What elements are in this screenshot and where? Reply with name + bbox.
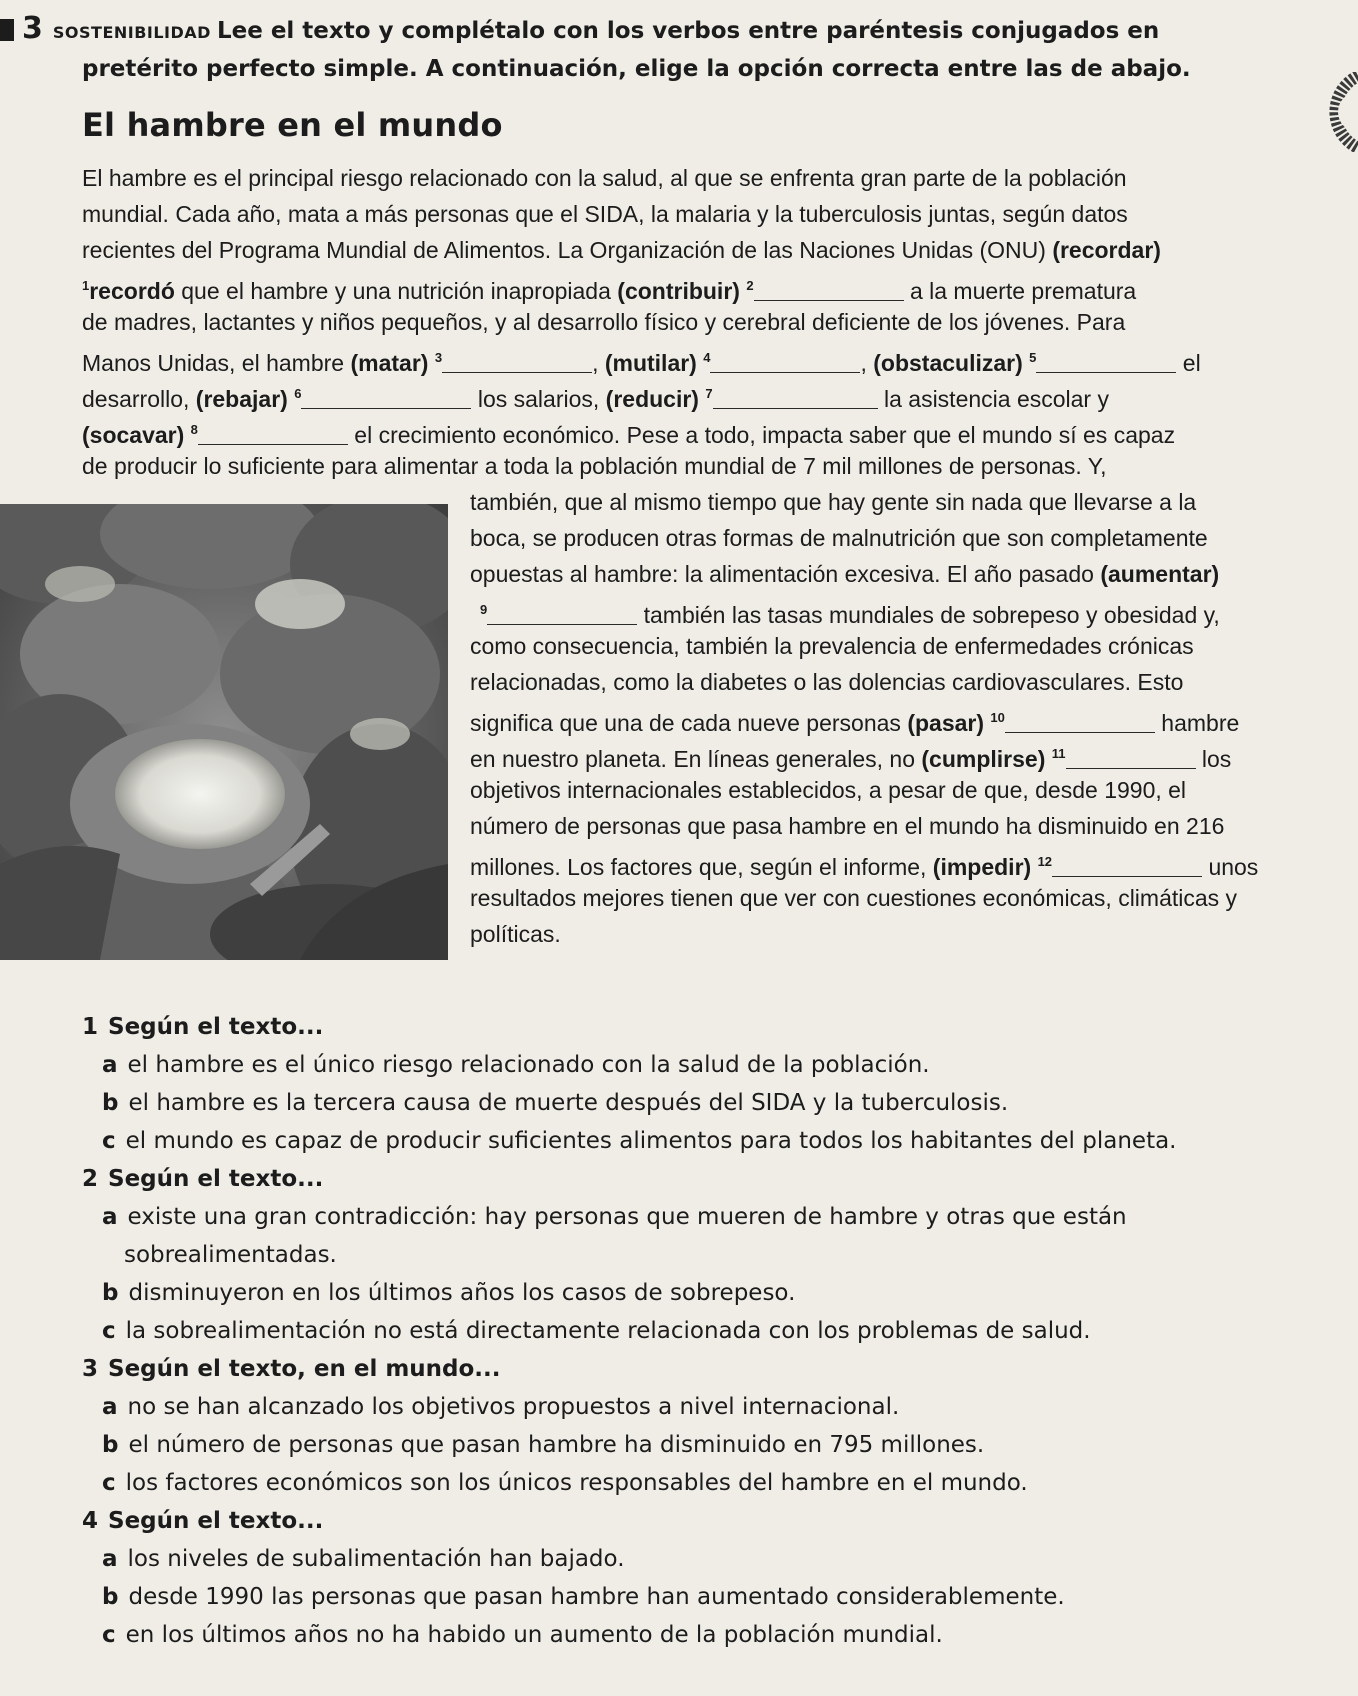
- question-heading: 4 Según el texto...: [82, 1508, 324, 1534]
- verb-prompt: (reducir): [605, 386, 699, 412]
- verb-prompt: (rebajar): [195, 386, 288, 412]
- exercise-instruction-line-1: Lee el texto y complétalo con los verbos entre paréntesis conjugados en: [216, 18, 1160, 44]
- answer-blank[interactable]: [1036, 350, 1176, 373]
- answer-blank[interactable]: [710, 350, 860, 373]
- answer-option[interactable]: c la sobrealimentación no está directamente relacionada con los problemas de salud.: [102, 1318, 1091, 1344]
- article-line: mundial. Cada año, mata a más personas que el SIDA, la malaria y la tuberculosis juntas, según datos: [82, 201, 1128, 227]
- exercise-instruction-line-2: pretérito perfecto simple. A continuación, elige la opción correcta entre las de abajo.: [82, 56, 1191, 82]
- article-line: desarrollo, (rebajar) $^6$ los salarios, (reducir) $^7$ la asistencia escolar y: [82, 386, 1109, 412]
- answer-option[interactable]: b el número de personas que pasan hambre ha disminuido en 795 millones.: [102, 1432, 985, 1458]
- article-line: también, que al mismo tiempo que hay gente sin nada que llevarse a la: [470, 489, 1197, 515]
- article-line: $^1$recordó que el hambre y una nutrición inapropiada (contribuir) $^2$ a la muerte prematura: [82, 278, 1137, 304]
- verb-prompt: (impedir): [932, 854, 1032, 880]
- article-line: recientes del Programa Mundial de Alimentos. La Organización de las Naciones Unidas (ONU) (recordar): [82, 237, 1161, 263]
- answer-option[interactable]: a el hambre es el único riesgo relacionado con la salud de la población.: [102, 1052, 930, 1078]
- answer-option[interactable]: a los niveles de subalimentación han bajado.: [102, 1546, 625, 1572]
- answer-blank[interactable]: [754, 278, 904, 301]
- article-line: significa que una de cada nueve personas (pasar) $^{10}$ hambre: [470, 710, 1240, 736]
- gap-number: 8: [190, 422, 198, 437]
- gap-number: 7: [705, 386, 713, 401]
- gap-number: 12: [1037, 854, 1053, 869]
- answer-blank[interactable]: [487, 602, 637, 625]
- answer-blank[interactable]: [1005, 710, 1155, 733]
- exercise-number: 3: [22, 11, 43, 46]
- article-line: resultados mejores tienen que ver con cuestiones económicas, climáticas y: [470, 885, 1238, 911]
- section-marker-icon: [0, 19, 14, 41]
- article-line: (socavar) $^8$ el crecimiento económico. Pese a todo, impacta saber que el mundo sí es capaz: [82, 422, 1176, 448]
- article-line: como consecuencia, también la prevalencia de enfermedades crónicas: [470, 633, 1194, 659]
- answer-option[interactable]: c en los últimos años no ha habido un aumento de la población mundial.: [102, 1622, 943, 1648]
- gap-number: 3: [434, 350, 443, 365]
- gap-number: 2: [746, 278, 754, 293]
- gap-number: 9: [480, 602, 488, 617]
- gap-number: 5: [1029, 350, 1037, 365]
- article-line: de madres, lactantes y niños pequeños, y al desarrollo físico y cerebral deficiente de los jóvenes. Para: [82, 309, 1126, 335]
- gap-number: 1: [82, 278, 90, 293]
- answer-blank[interactable]: [713, 386, 878, 409]
- question-heading: 1 Según el texto...: [82, 1014, 324, 1040]
- answer-option[interactable]: b disminuyeron en los últimos años los casos de sobrepeso.: [102, 1280, 796, 1306]
- photo-hands-holding-rice: [0, 504, 448, 960]
- verb-prompt: (socavar): [82, 422, 185, 448]
- gap-number: 10: [990, 710, 1005, 725]
- answer-option[interactable]: a no se han alcanzado los objetivos propuestos a nivel internacional.: [102, 1394, 900, 1420]
- answer-blank[interactable]: [198, 422, 348, 445]
- gap-number: 4: [703, 350, 711, 365]
- gap-number: 6: [294, 386, 302, 401]
- exercise-header: [0, 10, 1330, 88]
- answer-blank[interactable]: [1052, 854, 1202, 877]
- verb-prompt: (obstaculizar): [873, 350, 1023, 376]
- answer-blank[interactable]: [442, 350, 592, 373]
- answer-option[interactable]: c el mundo es capaz de producir suficientes alimentos para todos los habitantes del planeta.: [102, 1128, 1177, 1154]
- article-line: opuestas al hambre: la alimentación excesiva. El año pasado (aumentar): [470, 561, 1220, 587]
- article-line: número de personas que pasa hambre en el mundo ha disminuido en 216: [470, 813, 1225, 839]
- article-line: El hambre es el principal riesgo relacionado con la salud, al que se enfrenta gran parte de la población: [82, 165, 1127, 191]
- answer-blank[interactable]: [301, 386, 471, 409]
- verb-prompt: (matar): [350, 350, 429, 376]
- article-line: boca, se producen otras formas de malnutrición que son completamente: [470, 525, 1208, 551]
- exercise-tag: sostenibilidad: [52, 18, 211, 44]
- answer-option[interactable]: a existe una gran contradicción: hay personas que mueren de hambre y otras que están: [102, 1204, 1127, 1230]
- article-line: en nuestro planeta. En líneas generales, no (cumplirse) $^{11}$ los: [470, 746, 1232, 772]
- answer-option[interactable]: c los factores económicos son los únicos responsables del hambre en el mundo.: [102, 1470, 1028, 1496]
- answer-option[interactable]: b desde 1990 las personas que pasan hambre han aumentado considerablemente.: [102, 1584, 1065, 1610]
- verb-prompt: (cumplirse): [921, 746, 1046, 772]
- question-heading: 2 Según el texto...: [82, 1166, 324, 1192]
- article-line: relacionadas, como la diabetes o las dolencias cardiovasculares. Esto: [470, 669, 1184, 695]
- verb-prompt: (pasar): [907, 710, 985, 736]
- article-line: $^9$ también las tasas mundiales de sobrepeso y obesidad y,: [480, 602, 1220, 628]
- answer-option-continued: sobrealimentadas.: [124, 1242, 337, 1268]
- gap-number: 11: [1051, 746, 1066, 761]
- article-line: objetivos internacionales establecidos, a pesar de que, desde 1990, el: [470, 777, 1187, 803]
- article-title: El hambre en el mundo: [82, 106, 503, 144]
- verb-prompt: (aumentar): [1100, 561, 1220, 587]
- verb-prompt: (contribuir): [617, 278, 740, 304]
- article-line: políticas.: [470, 921, 561, 947]
- article-line: Manos Unidas, el hambre (matar) $^3$ , (mutilar) $^4$ , (obstaculizar) $^5$ el: [82, 350, 1201, 376]
- example-answer: recordó: [89, 278, 175, 304]
- verb-prompt: (recordar): [1052, 237, 1161, 263]
- answer-option[interactable]: b el hambre es la tercera causa de muerte después del SIDA y la tuberculosis.: [102, 1090, 1009, 1116]
- question-heading: 3 Según el texto, en el mundo...: [82, 1356, 501, 1382]
- audio-cd-icon: [1302, 72, 1358, 152]
- answer-blank[interactable]: [1066, 746, 1196, 769]
- article-line: millones. Los factores que, según el informe, (impedir) $^{12}$ unos: [470, 854, 1259, 880]
- article-line: de producir lo suficiente para alimentar a toda la población mundial de 7 mil millones de personas. Y,: [82, 453, 1107, 479]
- verb-prompt: (mutilar): [604, 350, 697, 376]
